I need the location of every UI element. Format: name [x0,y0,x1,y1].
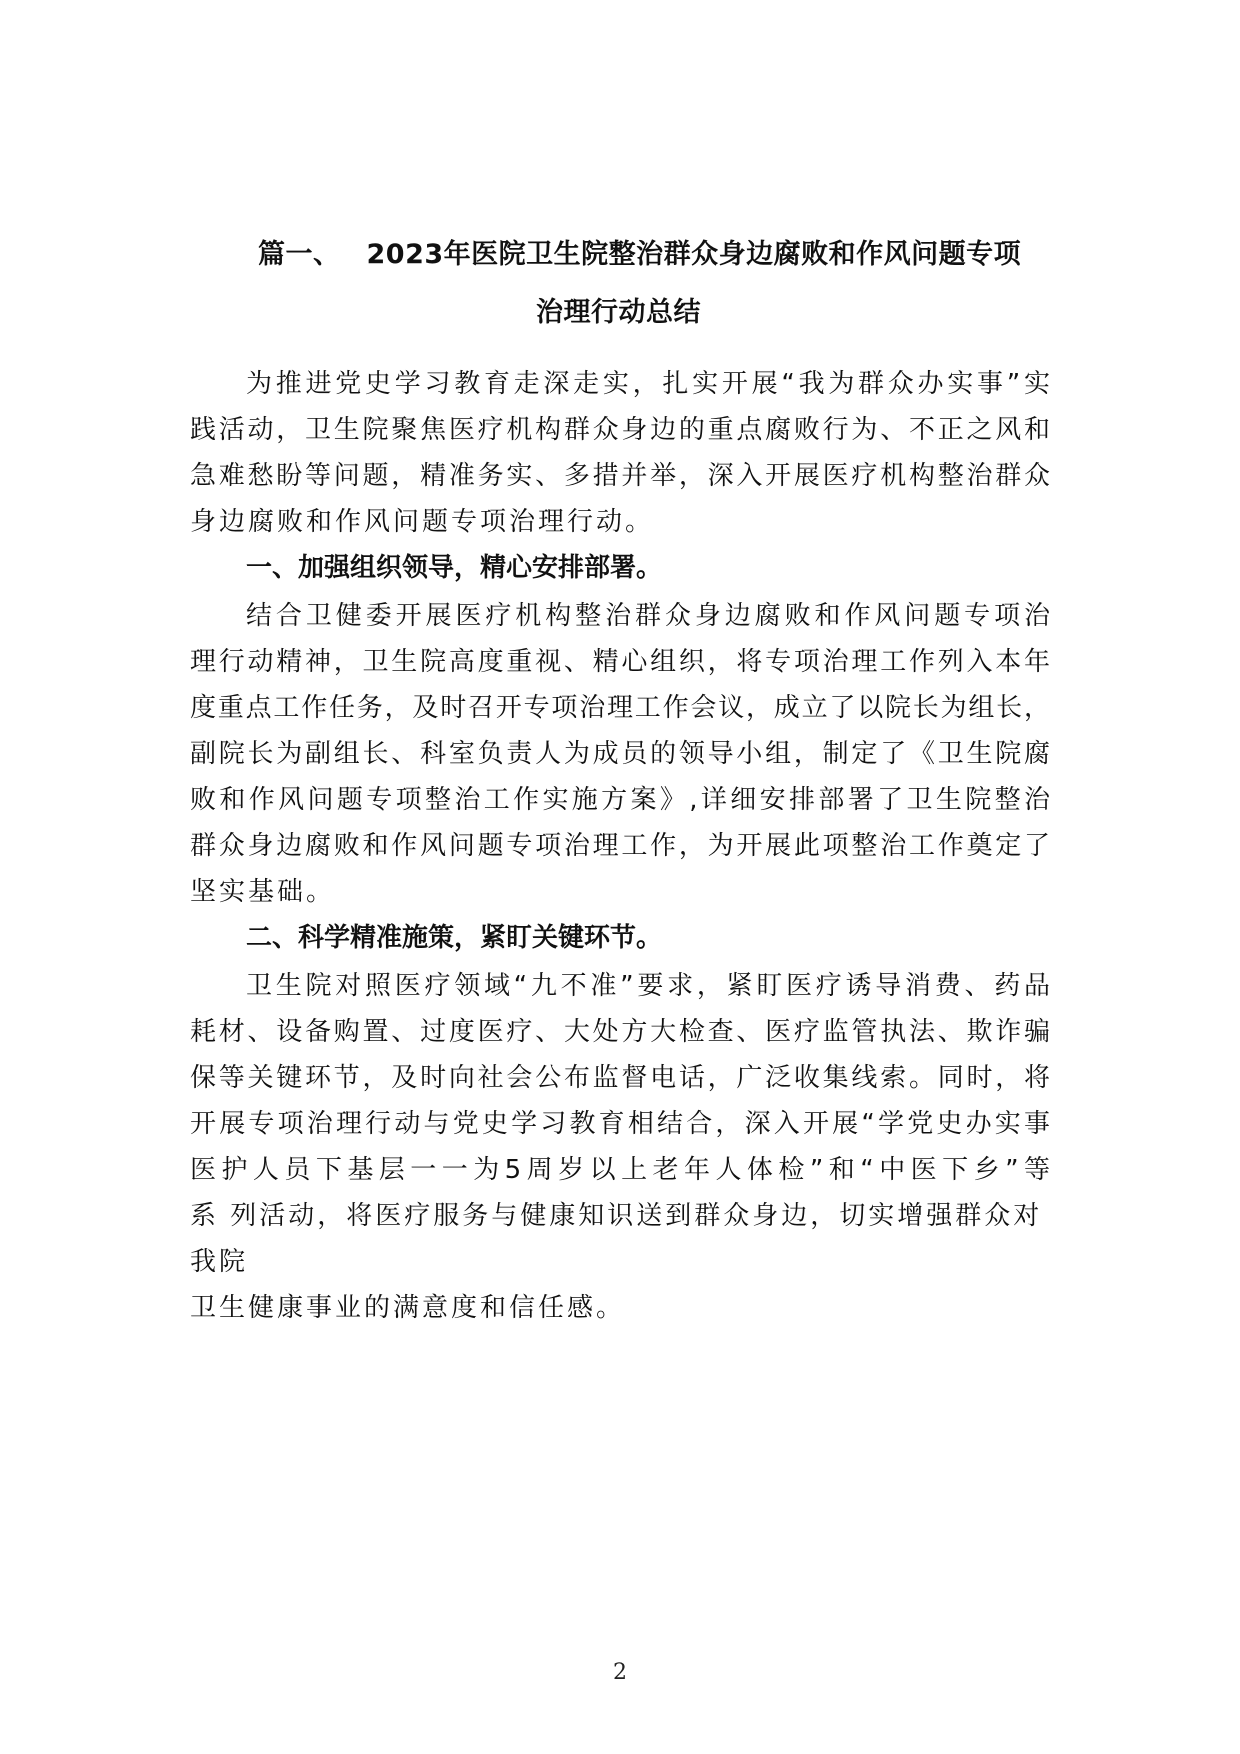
document-title-line-1 [258,232,1021,271]
intro-line: 践活动，卫生院聚焦医疗机构群众身边的重点腐败行为、不正之风和 [190,415,1050,445]
title-text-1: 2023年医院卫生院整治群众身边腐败和作风问题专项 [366,239,1022,270]
paragraph-line: 保等关键环节，及时向社会公布监督电话，广泛收集线索。同时，将 [190,1063,1050,1093]
paragraph-line: 副院长为副组长、科室负责人为成员的领导小组，制定了《卫生院腐 [190,739,1050,769]
paragraph-line: 理行动精神，卫生院高度重视、精心组织，将专项治理工作列入本年 [190,647,1050,677]
paragraph-line: 群众身边腐败和作风问题专项治理工作，为开展此项整治工作奠定了 [190,831,1050,861]
section-heading: 一、加强组织领导，精心安排部署。 [246,553,663,583]
paragraph-line: 医护人员下基层一一为5周岁以上老年人体检”和“中医下乡”等 [190,1155,1050,1185]
paragraph-line: 度重点工作任务，及时召开专项治理工作会议，成立了以院长为组长， [190,693,1050,723]
intro-line: 为推进党史学习教育走深走实，扎实开展“我为群众办实事”实 [246,369,1050,399]
paragraph-line: 耗材、设备购置、过度医疗、大处方大检查、医疗监管执法、欺诈骗 [190,1017,1050,1047]
title-prefix: 篇一、 [258,239,341,270]
paragraph-line: 卫生健康事业的满意度和信任感。 [190,1293,626,1323]
paragraph-line: 结合卫健委开展医疗机构整治群众身边腐败和作风问题专项治 [246,601,1050,631]
paragraph-line: 系 列活动，将医疗服务与健康知识送到群众身边，切实增强群众对 [190,1201,1043,1231]
page-number: 2 [613,1660,627,1685]
paragraph-line: 败和作风问题专项整治工作实施方案》,详细安排部署了卫生院整治 [190,785,1050,815]
section-heading: 二、科学精准施策，紧盯关键环节。 [246,923,663,953]
intro-line: 身边腐败和作风问题专项治理行动。 [190,507,655,537]
paragraph-line: 坚实基础。 [190,877,336,907]
document-title-line-2: 治理行动总结 [536,297,701,328]
paragraph-line: 我院 [190,1247,249,1277]
paragraph-line: 卫生院对照医疗领域“九不准”要求，紧盯医疗诱导消费、药品 [246,971,1050,1001]
paragraph-line: 开展专项治理行动与党史学习教育相结合，深入开展“学党史办实事 [190,1109,1050,1139]
intro-line: 急难愁盼等问题，精准务实、多措并举，深入开展医疗机构整治群众 [190,461,1050,491]
